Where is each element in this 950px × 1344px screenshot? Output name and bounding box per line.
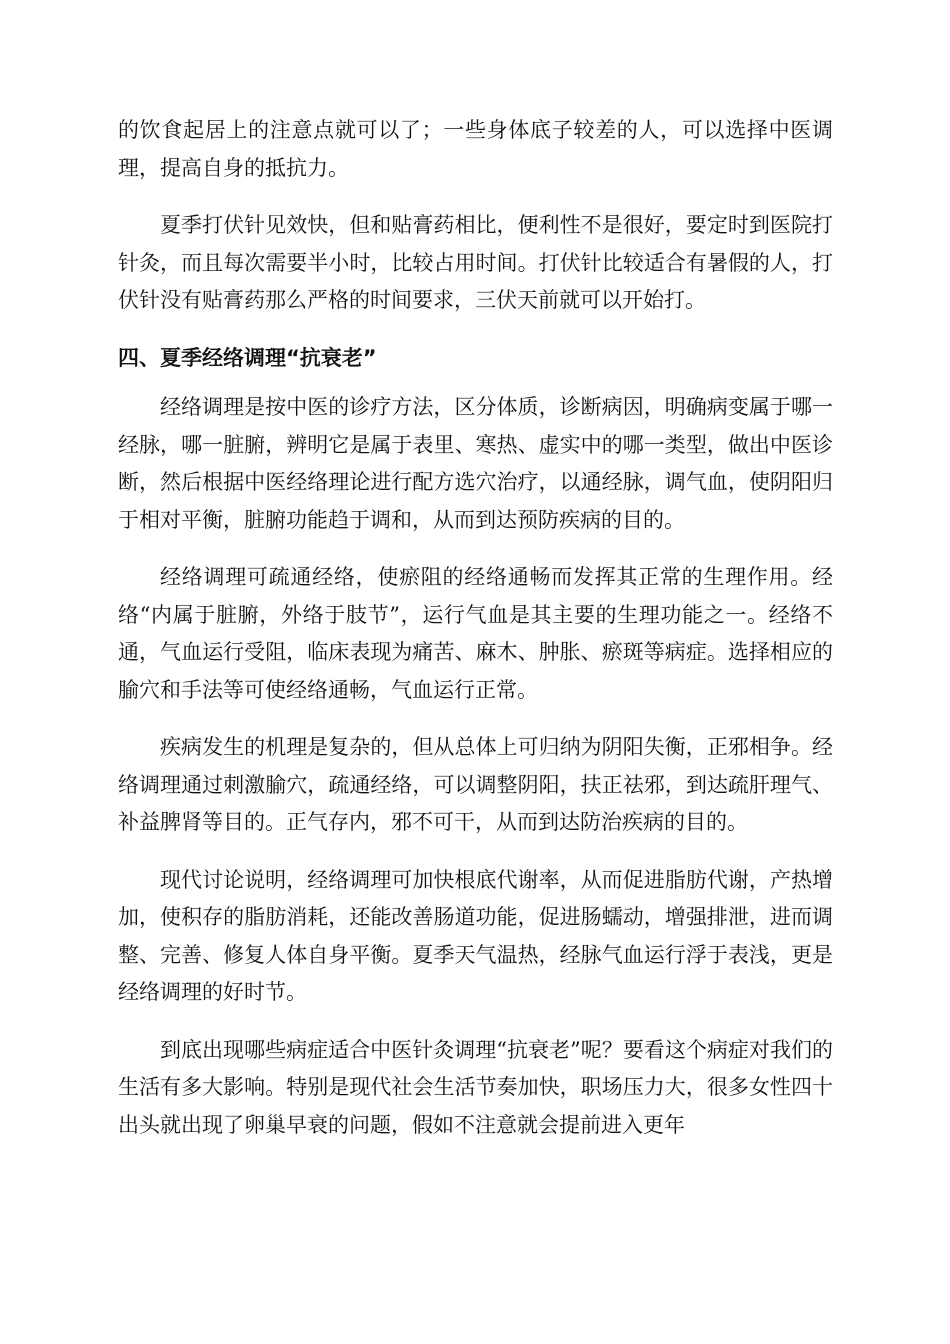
paragraph: 经络调理是按中医的诊疗方法，区分体质，诊断病因，明确病变属于哪一经脉，哪一脏腑，辨明它是属于表里、寒热、虚实中的哪一类型，做出中医诊断，然后根据中医经络理论进行配方选穴治疗，以通经脉，调气血，使阴阳归于相对平衡，脏腑功能趋于调和，从而到达预防疾病的目的。: [118, 395, 833, 532]
paragraph: 现代讨论说明，经络调理可加快根底代谢率，从而促进脂肪代谢，产热增加，使积存的脂肪消耗，还能改善肠道功能，促进肠蠕动，增强排泄，进而调整、完善、修复人体自身平衡。夏季天气温热，经脉气血运行浮于表浅，更是经络调理的好时节。: [118, 867, 833, 1004]
paragraph-gap: [118, 1012, 833, 1032]
paragraph-gap: [118, 539, 833, 559]
paragraph-gap: [118, 187, 833, 207]
paragraph: 疾病发生的机理是复杂的，但从总体上可归纳为阴阳失衡，正邪相争。经络调理通过刺激腧穴，疏通经络，可以调整阴阳，扶正祛邪，到达疏肝理气、补益脾肾等目的。正气存内，邪不可干，从而到达防治疾病的目的。: [118, 735, 833, 834]
paragraph: 夏季打伏针见效快，但和贴膏药相比，便利性不是很好，要定时到医院打针灸，而且每次需要半小时，比较占用时间。打伏针比较适合有暑假的人，打伏针没有贴膏药那么严格的时间要求，三伏天前就可以开始打。: [118, 213, 833, 312]
section-heading: 四、夏季经络调理“抗衰老”: [118, 345, 377, 370]
paragraph-gap: [118, 377, 833, 389]
paragraph: 经络调理可疏通经络，使瘀阻的经络通畅而发挥其正常的生理作用。经络“内属于脏腑，外络于肢节”，运行气血是其主要的生理功能之一。经络不通，气血运行受阻，临床表现为痛苦、麻木、肿胀、瘀斑等病症。选择相应的腧穴和手法等可使经络通畅，气血运行正常。: [118, 565, 833, 702]
paragraph-gap: [118, 320, 833, 340]
paragraph: 到底出现哪些病症适合中医针灸调理“抗衰老”呢？要看这个病症对我们的生活有多大影响。特别是现代社会生活节奏加快，职场压力大，很多女性四十出头就出现了卵巢早衰的问题，假如不注意就会提前进入更年: [118, 1037, 833, 1137]
document-page: [118, 112, 833, 1144]
paragraph-gap: [118, 842, 833, 862]
paragraph-gap: [118, 709, 833, 729]
paragraph: 的饮食起居上的注意点就可以了；一些身体底子较差的人，可以选择中医调理，提高自身的抵抗力。: [118, 118, 833, 180]
